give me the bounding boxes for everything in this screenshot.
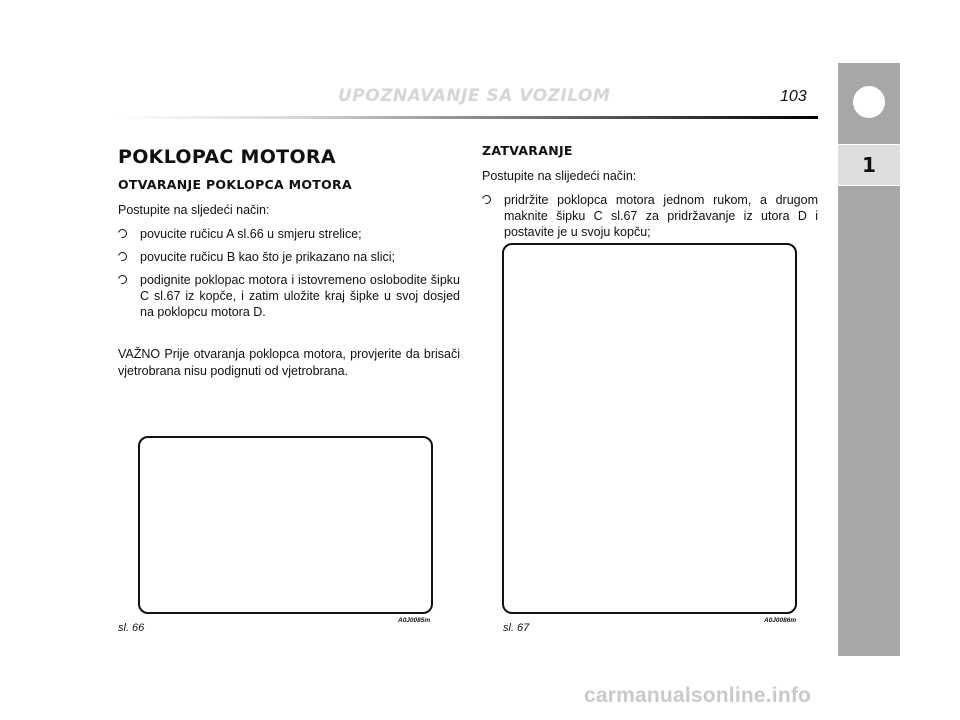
section-subtitle-opening: OTVARANJE POKLOPCA MOTORA (118, 177, 352, 192)
opening-steps (118, 226, 460, 320)
figure-67-code: A0J0086m (764, 617, 797, 624)
list-item: povucite ručicu B kao što je prikazano na slici; (118, 249, 460, 265)
figure-67-frame (502, 243, 797, 614)
bullet-icon (116, 250, 128, 262)
bullet-icon (480, 193, 492, 205)
list-item: podignite poklopac motora i istovremeno oslobodite šipku C sl.67 iz kopče, i zatim uložite kraj šipke u svoj dosjed na poklopcu motora D. (118, 272, 460, 320)
opening-intro: Postupite na sljedeći način: (118, 203, 270, 217)
chapter-number: 1 (838, 144, 900, 186)
bullet-icon (116, 273, 128, 285)
running-header-title: UPOZNAVANJE SA VOZILOM (338, 86, 611, 106)
watermark: carmanualsonline.info (584, 684, 812, 707)
left-column (118, 146, 460, 380)
figure-67-caption: sl. 67 (503, 622, 530, 634)
bullet-icon (116, 227, 128, 239)
list-item: povucite ručicu A sl.66 u smjeru strelice; (118, 226, 460, 242)
figure-66-caption: sl. 66 (118, 622, 145, 634)
section-subtitle-closing: ZATVARANJE (482, 143, 573, 158)
chapter-tab-circle-icon (853, 86, 885, 118)
header-rule (116, 116, 818, 119)
important-note: VAŽNO Prije otvaranja poklopca motora, provjerite da brisači vjetrobrana nisu podignuti od vjetrobrana. (118, 347, 460, 378)
list-item: pridržite poklopca motora jednom rukom, a drugom maknite šipku C sl.67 za pridržavanje iz utora D i postavite je u svoju kopču; (482, 192, 818, 240)
closing-steps (482, 192, 818, 240)
closing-intro: Postupite na slijedeći način: (482, 169, 637, 183)
page-number: 103 (780, 88, 807, 105)
figure-66-frame (138, 436, 433, 614)
section-title: POKLOPAC MOTORA (118, 146, 336, 168)
figure-66-code: A0J0085m (398, 617, 431, 624)
right-column (482, 143, 818, 247)
